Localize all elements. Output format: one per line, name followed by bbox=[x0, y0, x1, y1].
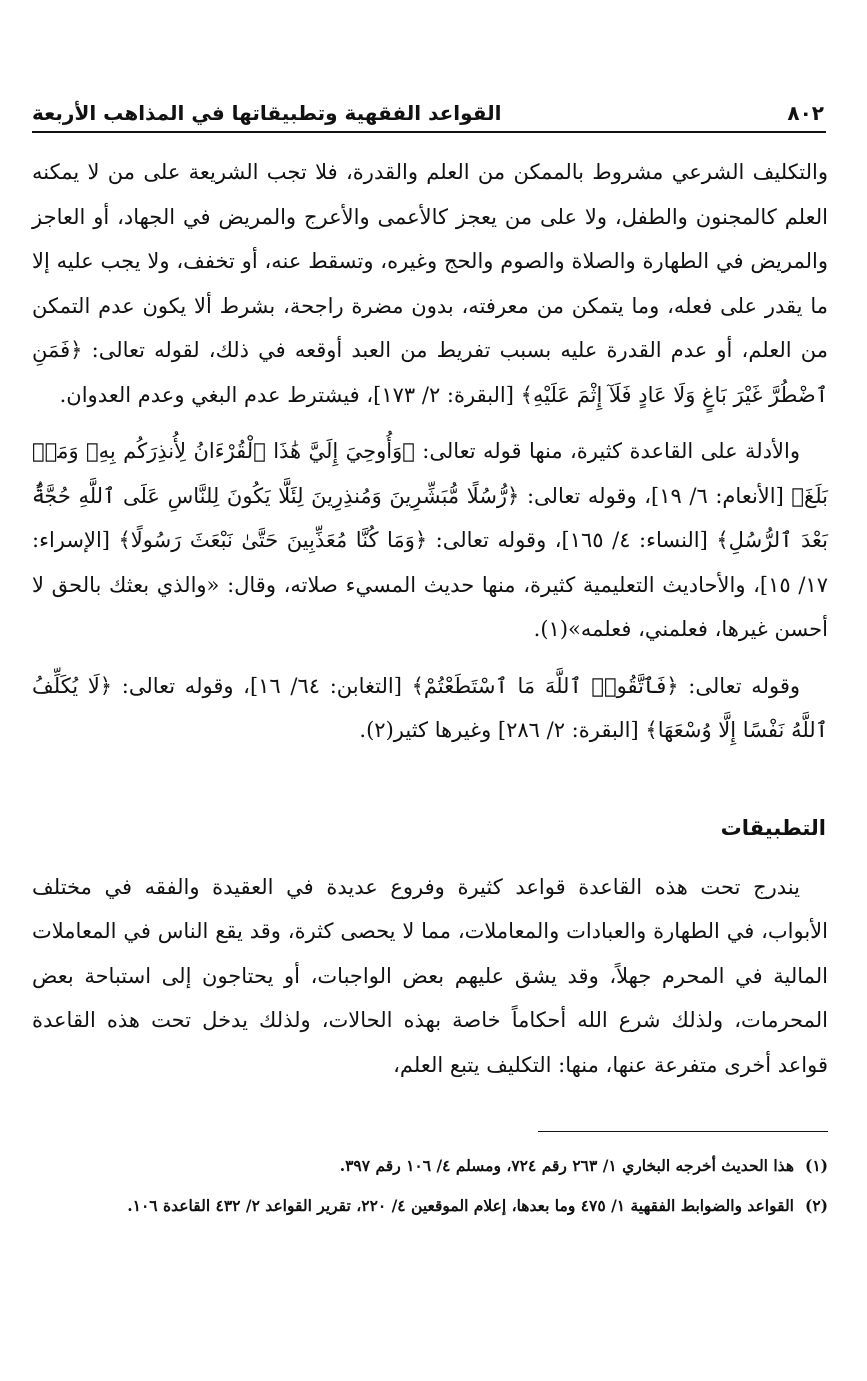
paragraph-gap bbox=[32, 417, 828, 429]
footnote-1 bbox=[32, 1149, 828, 1183]
footnote-text: هذا الحديث أخرجه البخاري ١/ ٢٦٣ رقم ٧٢٤، ومسلم ٤/ ١٠٦ رقم ٣٩٧. bbox=[339, 1156, 794, 1175]
footnote-number: (١) bbox=[804, 1156, 828, 1175]
running-title: القواعد الفقهية وتطبيقاتها في المذاهب الأربعة bbox=[32, 101, 502, 125]
footnotes bbox=[32, 1149, 828, 1229]
footnote-text: القواعد والضوابط الفقهية ١/ ٤٧٥ وما بعدها، إعلام الموقعين ٤/ ٢٢٠، تقرير القواعد ٢/ ٤٣٢ القاعدة ١٠٦. bbox=[127, 1196, 794, 1215]
footnote-2 bbox=[32, 1189, 828, 1223]
main-text bbox=[32, 150, 828, 1087]
footnote-divider bbox=[538, 1131, 828, 1132]
paragraph-evidence: والأدلة على القاعدة كثيرة، منها قوله تعالى: ﴿وَأُوحِيَ إِلَيَّ هَٰذَا ٱلْقُرْءَانُ لِأُنذِرَكُم بِهِۦ وَمَنۢ بَلَغَ﴾ [الأنعام: ٦/ ١٩]، وقوله تعالى: ﴿رُّسُلًا مُّبَشِّرِينَ وَمُنذِرِينَ لِئَلَّا يَكُونَ لِلنَّاسِ عَلَى ٱللَّهِ حُجَّةٌۢ بَعْدَ ٱلرُّسُلِ﴾ [النساء: ٤/ ١٦٥]، وقوله تعالى: ﴿وَمَا كُنَّا مُعَذِّبِينَ حَتَّىٰ نَبْعَثَ رَسُولًا﴾ [الإسراء: ١٧/ ١٥]، والأحاديث التعليمية كثيرة، منها حديث المسيء صلاته، وقال: «والذي بعثك بالحق لا أحسن غيرها، فعلمني، فعلمه»(١). bbox=[32, 439, 828, 641]
header-divider bbox=[32, 131, 826, 133]
page-header bbox=[32, 98, 824, 128]
paragraph-verses: وقوله تعالى: ﴿فَٱتَّقُوا۟ ٱللَّهَ مَا ٱسْتَطَعْتُمْ﴾ [التغابن: ٦٤/ ١٦]، وقوله تعالى: ﴿لَا يُكَلِّفُ ٱللَّهُ نَفْسًا إِلَّا وُسْعَهَا﴾ [البقرة: ٢/ ٢٨٦] وغيرها كثير(٢). bbox=[32, 673, 828, 742]
page-number: ٨٠٢ bbox=[787, 101, 824, 125]
footnote-number: (٢) bbox=[804, 1196, 828, 1215]
paragraph-intro: والتكليف الشرعي مشروط بالممكن من العلم والقدرة، فلا تجب الشريعة على من لا يمكنه العلم كالمجنون والطفل، ولا على من يعجز كالأعمى والأعرج والمريض في الجهاد، أو العاجز والمريض في الطهارة والصلاة والصوم والحج وغيره، وتسقط عنه، أو تخفف، ولا يجب عليه إلا ما يقدر على فعله، وما يتمكن من معرفته، بدون مضرة راجحة، بشرط ألا يكون عدم التمكن من العلم، أو عدم القدرة عليه بسبب تفريط من العبد أوقعه في ذلك، لقوله تعالى: ﴿فَمَنِ ٱضْطُرَّ غَيْرَ بَاغٍ وَلَا عَادٍ فَلَآ إِثْمَ عَلَيْهِ﴾ [البقرة: ٢/ ١٧٣]، فيشترط عدم البغي وعدم العدوان. bbox=[32, 160, 828, 407]
paragraph-applications: يندرج تحت هذه القاعدة قواعد كثيرة وفروع عديدة في العقيدة والفقه في مختلف الأبواب، في الطهارة والعبادات والمعاملات، مما لا يحصى كثرة، وقد يقع الناس في المعاملات المالية في المحرم جهلاً، وقد يشق عليهم بعض الواجبات، أو يحتاجون إلى استباحة بعض المحرمات، ولذلك شرع الله أحكاماً خاصة بهذه الحالات، ولذلك يدخل تحت هذه القاعدة قواعد أخرى متفرعة عنها، منها: التكليف يتبع العلم، bbox=[32, 874, 828, 1077]
section-heading: التطبيقات bbox=[720, 815, 826, 840]
paragraph-gap bbox=[32, 652, 828, 664]
